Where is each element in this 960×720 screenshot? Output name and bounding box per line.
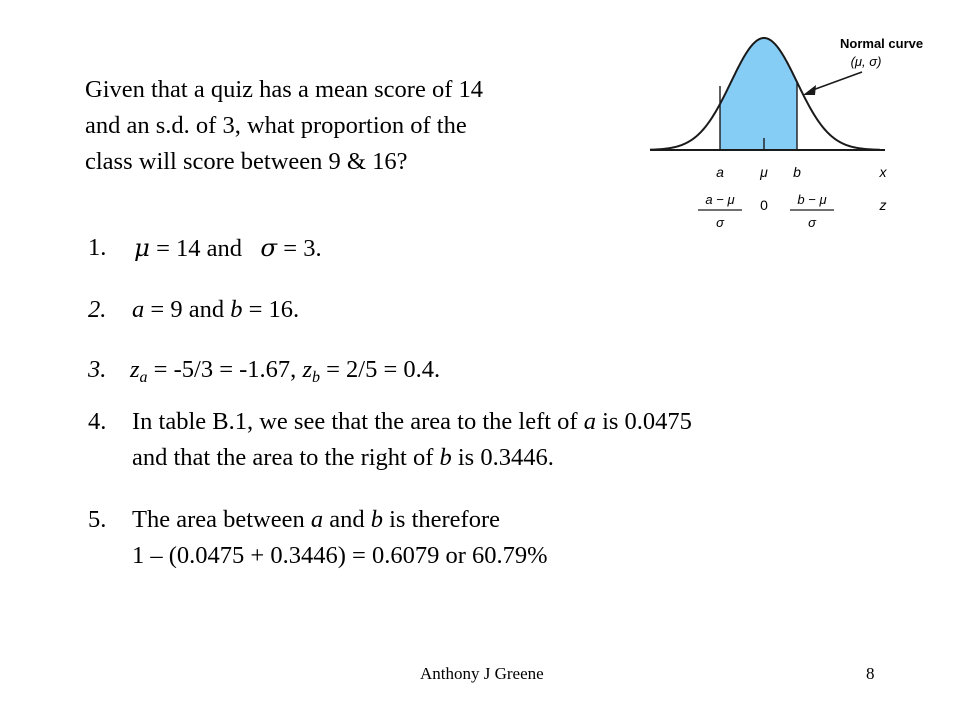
- figure-params: (μ, σ): [850, 54, 882, 69]
- step-5-body: [132, 502, 548, 574]
- step-2-number: 2.: [88, 296, 107, 323]
- page-number: 8: [866, 664, 875, 683]
- step-5-number: 5.: [88, 506, 107, 533]
- mu-symbol: μ: [134, 233, 150, 262]
- step-4-body: [132, 404, 692, 476]
- step-2-a: a: [132, 296, 145, 323]
- question-line-1: Given that a quiz has a mean score of 14: [85, 76, 483, 103]
- step-5-line-2: 1 – (0.0475 + 0.3446) = 0.6079 or 60.79%: [132, 542, 548, 569]
- step-3-sub-a: a: [139, 369, 148, 386]
- figure-title: Normal curve: [840, 36, 924, 51]
- step-3-z-a: z: [130, 356, 140, 383]
- sigma-symbol: σ: [260, 233, 278, 262]
- normal-curve-diagram: [640, 26, 924, 236]
- z-label-b-numerator: b − μ: [797, 192, 827, 207]
- step-5-text-1: The area between: [132, 506, 311, 533]
- step-4-b: b: [439, 444, 452, 471]
- step-4-text-2: is 0.0475: [595, 408, 692, 435]
- z-label-a-numerator: a − μ: [705, 192, 735, 207]
- z-label-z: z: [879, 197, 887, 213]
- axis-label-x: x: [879, 164, 887, 180]
- step-2-text-2: = 16.: [242, 296, 300, 323]
- z-label-zero: 0: [760, 197, 768, 213]
- step-5-text-3: is therefore: [383, 506, 500, 533]
- axis-label-a: a: [716, 164, 724, 180]
- normal-curve-figure: [640, 26, 924, 236]
- step-4-text-1: In table B.1, we see that the area to the left of: [132, 408, 584, 435]
- step-1-body: [134, 230, 322, 267]
- question-text: [85, 72, 625, 180]
- step-3-body: [130, 352, 440, 388]
- step-3-text-1: = -5/3 = -1.67,: [147, 356, 303, 383]
- question-line-2: and an s.d. of 3, what proportion of the: [85, 112, 467, 139]
- step-3-sub-b: b: [311, 369, 320, 386]
- z-label-a-denominator: σ: [716, 215, 724, 230]
- step-4-a: a: [583, 408, 596, 435]
- step-5-b: b: [370, 506, 383, 533]
- step-4-text-3: and that the area to the right of: [132, 444, 440, 471]
- shaded-area: [720, 38, 797, 150]
- axis-label-mu: μ: [760, 164, 768, 180]
- step-2-b: b: [230, 296, 243, 323]
- step-4-text-4: is 0.3446.: [451, 444, 554, 471]
- arrow-line: [810, 72, 862, 91]
- step-5-line-1: [132, 502, 548, 538]
- step-4-line-1: [132, 404, 692, 440]
- step-5-a: a: [310, 506, 324, 533]
- step-3-number: 3.: [88, 356, 107, 383]
- step-4-number: 4.: [88, 408, 107, 435]
- step-1-text-2: = 3.: [277, 235, 322, 262]
- step-1-text-1: = 14 and: [149, 235, 249, 262]
- step-3-text-2: = 2/5 = 0.4.: [319, 356, 441, 383]
- footer-author: Anthony J Greene: [420, 664, 544, 683]
- step-5-text-2: and: [323, 506, 371, 533]
- step-2-text-1: = 9 and: [144, 296, 231, 323]
- z-label-b-denominator: σ: [808, 215, 816, 230]
- step-2-body: [132, 292, 299, 328]
- axis-label-b: b: [793, 164, 801, 180]
- arrow-head: [803, 85, 816, 95]
- step-1-number: 1.: [88, 234, 107, 261]
- step-3-z-b: z: [302, 356, 312, 383]
- question-line-3: class will score between 9 & 16?: [85, 148, 408, 175]
- step-4-line-2: [132, 440, 692, 476]
